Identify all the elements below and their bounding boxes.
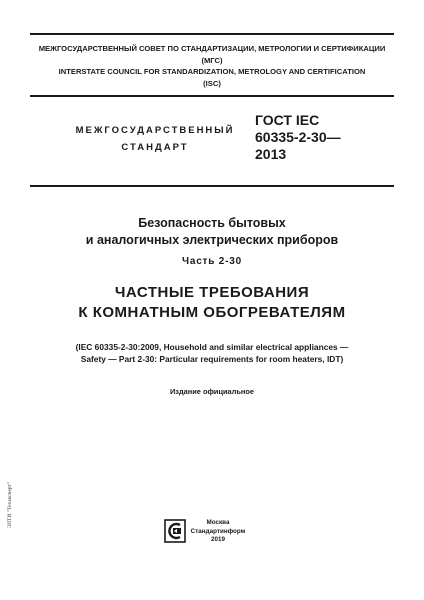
- side-note: ЭЛТИ "Техэксперт": [7, 481, 13, 528]
- subtitle-line2: К КОМНАТНЫМ ОБОГРЕВАТЕЛЯМ: [78, 304, 346, 321]
- council-name-ru: МЕЖГОСУДАРСТВЕННЫЙ СОВЕТ ПО СТАНДАРТИЗАЦИИ, МЕТРОЛОГИИ И СЕРТИФИКАЦИИ: [38, 44, 386, 53]
- council-name-en: INTERSTATE COUNCIL FOR STANDARDIZATION, METROLOGY AND CERTIFICATION: [58, 67, 366, 76]
- title-line2: и аналогичных электрических приборов: [85, 233, 339, 247]
- standard-type-line2: СТАНДАРТ: [121, 142, 189, 153]
- publisher-year: 2019: [210, 536, 225, 543]
- divider-line: [30, 185, 394, 187]
- council-header: [30, 33, 394, 97]
- standard-designation: [255, 112, 405, 163]
- iec-reference-line2: Safety — Part 2-30: Particular requirements for room heaters, IDT): [80, 353, 344, 364]
- edition-label: Издание официальное: [169, 387, 254, 396]
- title-line1: Безопасность бытовых: [138, 216, 286, 230]
- document-title: [30, 215, 394, 249]
- publisher-block: [188, 519, 248, 545]
- standard-type-line1: МЕЖГОСУДАРСТВЕННЫЙ: [75, 125, 235, 136]
- designation-line3: 2013: [255, 146, 287, 162]
- iec-reference: [30, 342, 394, 365]
- council-abbr-ru: (МГС): [201, 55, 223, 65]
- subtitle-line1: ЧАСТНЫЕ ТРЕБОВАНИЯ: [114, 284, 310, 301]
- part-number: Часть 2-30: [182, 256, 242, 267]
- publisher-city: Москва: [206, 519, 230, 526]
- iec-reference-line1: (IEC 60335-2-30:2009, Household and similar electrical appliances —: [75, 342, 349, 352]
- designation-line2: 60335-2-30—: [255, 129, 341, 145]
- document-subtitle: [30, 283, 394, 323]
- publisher-name: Стандартинформ: [190, 527, 246, 535]
- designation-line1: ГОСТ IEC: [255, 112, 320, 128]
- council-abbr-en: (ISC): [203, 78, 221, 88]
- standard-type: [70, 122, 240, 156]
